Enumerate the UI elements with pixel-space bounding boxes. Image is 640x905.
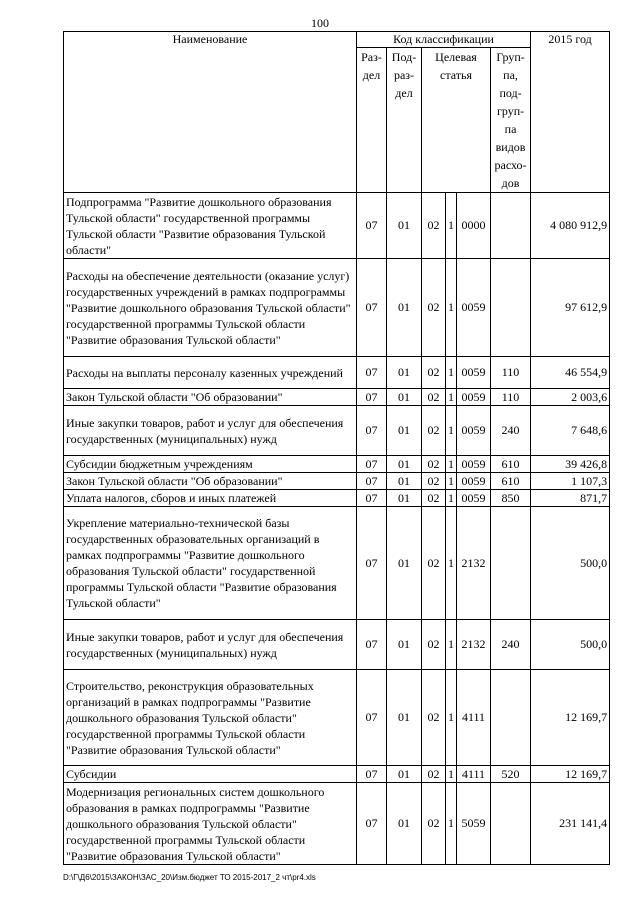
row-target-subprogram: 1 <box>446 507 457 620</box>
table-row <box>64 783 610 865</box>
row-target-direction: 4111 <box>457 670 491 766</box>
row-subsection: 01 <box>387 259 422 357</box>
row-section: 07 <box>357 490 387 507</box>
row-name: Субсидии бюджетным учреждениям <box>64 456 357 473</box>
row-amount: 1 107,3 <box>531 473 610 490</box>
row-name: Расходы на обеспечение деятельности (оказание услуг) государственных учреждений в рамках подпрограммы "Развитие дошкольного образования Тульской области" государственной программы Тульской области "Развитие образования Тульской области" <box>64 259 357 357</box>
row-name: Закон Тульской области "Об образовании" <box>64 389 357 406</box>
table-row <box>64 456 610 473</box>
table-row <box>64 259 610 357</box>
row-target-program: 02 <box>422 193 446 259</box>
column-header-year: 2015 год <box>531 32 610 193</box>
row-target-direction: 0059 <box>457 357 491 389</box>
row-expense-group <box>491 259 531 357</box>
row-target-direction: 0059 <box>457 473 491 490</box>
table-row <box>64 406 610 456</box>
row-target-subprogram: 1 <box>446 670 457 766</box>
row-section: 07 <box>357 766 387 783</box>
row-target-subprogram: 1 <box>446 259 457 357</box>
row-target-program: 02 <box>422 389 446 406</box>
row-section: 07 <box>357 507 387 620</box>
row-target-direction: 2132 <box>457 620 491 670</box>
row-subsection: 01 <box>387 473 422 490</box>
row-expense-group <box>491 193 531 259</box>
row-target-program: 02 <box>422 620 446 670</box>
row-section: 07 <box>357 670 387 766</box>
row-subsection: 01 <box>387 357 422 389</box>
budget-table <box>63 31 610 865</box>
row-amount: 46 554,9 <box>531 357 610 389</box>
row-target-direction: 0000 <box>457 193 491 259</box>
row-expense-group <box>491 507 531 620</box>
row-expense-group <box>491 670 531 766</box>
row-section: 07 <box>357 473 387 490</box>
row-target-program: 02 <box>422 490 446 507</box>
row-expense-group: 610 <box>491 473 531 490</box>
row-name: Иные закупки товаров, работ и услуг для обеспечения государственных (муниципальных) нужд <box>64 620 357 670</box>
row-expense-group: 240 <box>491 406 531 456</box>
row-amount: 97 612,9 <box>531 259 610 357</box>
row-name: Закон Тульской области "Об образовании" <box>64 473 357 490</box>
row-target-direction: 0059 <box>457 456 491 473</box>
table-row <box>64 507 610 620</box>
row-target-direction: 0059 <box>457 389 491 406</box>
row-expense-group: 850 <box>491 490 531 507</box>
table-row <box>64 473 610 490</box>
table-row <box>64 670 610 766</box>
row-section: 07 <box>357 620 387 670</box>
row-subsection: 01 <box>387 456 422 473</box>
row-target-direction: 0059 <box>457 259 491 357</box>
row-target-direction: 0059 <box>457 406 491 456</box>
column-header-subsection: Под- раз- дел <box>387 48 422 193</box>
row-name: Укрепление материально-технической базы государственных образовательных организаций в рамках подпрограммы "Развитие дошкольного образования Тульской области" государственной программы Тульской области "Развитие образования Тульской области" <box>64 507 357 620</box>
row-subsection: 01 <box>387 490 422 507</box>
row-target-subprogram: 1 <box>446 783 457 865</box>
row-target-program: 02 <box>422 507 446 620</box>
row-target-direction: 0059 <box>457 490 491 507</box>
row-target-subprogram: 1 <box>446 766 457 783</box>
column-header-section: Раз- дел <box>357 48 387 193</box>
row-amount: 2 003,6 <box>531 389 610 406</box>
row-target-subprogram: 1 <box>446 406 457 456</box>
row-subsection: 01 <box>387 193 422 259</box>
row-amount: 12 169,7 <box>531 766 610 783</box>
row-name: Иные закупки товаров, работ и услуг для обеспечения государственных (муниципальных) нужд <box>64 406 357 456</box>
table-row <box>64 357 610 389</box>
row-target-program: 02 <box>422 357 446 389</box>
row-target-direction: 5059 <box>457 783 491 865</box>
row-amount: 4 080 912,9 <box>531 193 610 259</box>
row-target-program: 02 <box>422 456 446 473</box>
row-section: 07 <box>357 406 387 456</box>
row-target-program: 02 <box>422 259 446 357</box>
row-target-subprogram: 1 <box>446 490 457 507</box>
row-expense-group <box>491 783 531 865</box>
row-target-direction: 4111 <box>457 766 491 783</box>
row-subsection: 01 <box>387 389 422 406</box>
row-name: Субсидии <box>64 766 357 783</box>
row-subsection: 01 <box>387 670 422 766</box>
column-header-target: Целевая статья <box>422 48 491 193</box>
row-target-subprogram: 1 <box>446 473 457 490</box>
row-name: Подпрограмма "Развитие дошкольного образования Тульской области" государственной программы Тульской области "Развитие образования Тульской области" <box>64 193 357 259</box>
table-row <box>64 766 610 783</box>
row-target-subprogram: 1 <box>446 389 457 406</box>
row-name: Расходы на выплаты персоналу казенных учреждений <box>64 357 357 389</box>
row-amount: 871,7 <box>531 490 610 507</box>
column-header-name: Наименование <box>64 32 357 193</box>
table-row <box>64 490 610 507</box>
row-subsection: 01 <box>387 766 422 783</box>
table-row <box>64 193 610 259</box>
row-subsection: 01 <box>387 507 422 620</box>
row-target-program: 02 <box>422 473 446 490</box>
row-target-program: 02 <box>422 766 446 783</box>
row-subsection: 01 <box>387 620 422 670</box>
row-target-subprogram: 1 <box>446 357 457 389</box>
row-expense-group: 110 <box>491 357 531 389</box>
page-number: 100 <box>311 16 329 30</box>
table-body <box>64 193 610 865</box>
row-target-subprogram: 1 <box>446 193 457 259</box>
row-expense-group: 240 <box>491 620 531 670</box>
row-amount: 7 648,6 <box>531 406 610 456</box>
row-expense-group: 110 <box>491 389 531 406</box>
row-section: 07 <box>357 389 387 406</box>
row-section: 07 <box>357 357 387 389</box>
row-section: 07 <box>357 783 387 865</box>
row-target-program: 02 <box>422 670 446 766</box>
row-expense-group: 520 <box>491 766 531 783</box>
row-name: Модернизация региональных систем дошкольного образования в рамках подпрограммы "Развитие дошкольного образования Тульской области" государственной программы Тульской области "Развитие образования Тульской области" <box>64 783 357 865</box>
table-row <box>64 620 610 670</box>
row-target-subprogram: 1 <box>446 456 457 473</box>
row-target-direction: 2132 <box>457 507 491 620</box>
row-expense-group: 610 <box>491 456 531 473</box>
row-amount: 12 169,7 <box>531 670 610 766</box>
row-target-program: 02 <box>422 406 446 456</box>
row-section: 07 <box>357 193 387 259</box>
row-name: Строительство, реконструкция образовательных организаций в рамках подпрограммы "Развитие дошкольного образования Тульской области" государственной программы Тульской области "Развитие образования Тульской области" <box>64 670 357 766</box>
row-name: Уплата налогов, сборов и иных платежей <box>64 490 357 507</box>
row-amount: 500,0 <box>531 507 610 620</box>
row-amount: 500,0 <box>531 620 610 670</box>
row-subsection: 01 <box>387 783 422 865</box>
row-subsection: 01 <box>387 406 422 456</box>
row-amount: 39 426,8 <box>531 456 610 473</box>
row-target-subprogram: 1 <box>446 620 457 670</box>
row-section: 07 <box>357 259 387 357</box>
column-header-expense-group: Груп- па, под- груп- па видов расхо- дов <box>491 48 531 193</box>
column-header-classification: Код классификации <box>357 32 531 48</box>
table-row <box>64 389 610 406</box>
file-path-footer: D:\Г\Д6\2015\ЗАКОН\ЗАС_20\Изм.бюджет ТО 2015-2017_2 чт\pr4.xls <box>63 873 316 882</box>
row-target-program: 02 <box>422 783 446 865</box>
row-amount: 231 141,4 <box>531 783 610 865</box>
row-section: 07 <box>357 456 387 473</box>
